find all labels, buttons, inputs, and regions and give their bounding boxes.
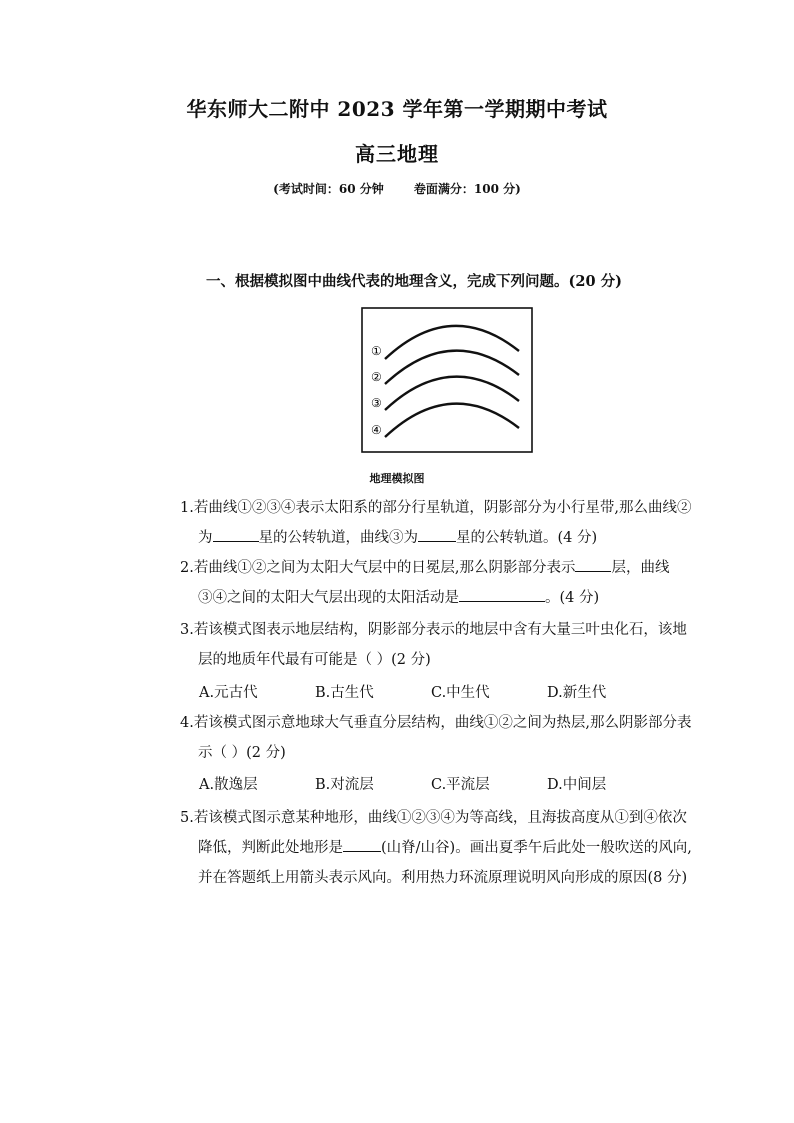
exam-time: (考试时间：60 分钟 <box>273 182 384 196</box>
q1-blank-1[interactable] <box>213 527 259 542</box>
q1-line-1: 1.若曲线①②③④表示太阳系的部分行星轨道，阴影部分为小行星带,那么曲线② <box>180 500 692 516</box>
q3-option-a[interactable]: A.元古代 <box>199 685 258 701</box>
q5-blank-1[interactable] <box>343 837 381 852</box>
q5-line-1: 5.若该模式图示意某种地形，曲线①②③④为等高线，且海拔高度从①到④依次 <box>180 810 687 826</box>
q3-line-2: 层的地质年代最有可能是（ ）(2 分) <box>198 652 431 668</box>
q4-option-a[interactable]: A.散逸层 <box>199 777 258 793</box>
q2-line-1 <box>180 553 669 583</box>
q3-option-d[interactable]: D.新生代 <box>547 685 607 701</box>
exam-subtitle: 高三地理 <box>355 142 439 166</box>
q2-text-b: 层，曲线 <box>611 560 670 576</box>
figure-frame <box>362 308 532 452</box>
q3-options <box>199 681 663 702</box>
q1-text-a: 为 <box>198 530 213 546</box>
geography-model-figure <box>361 307 533 453</box>
q2-blank-2[interactable] <box>459 587 545 602</box>
q1-blank-2[interactable] <box>418 527 456 542</box>
q2-text-c: ③④之间的太阳大气层出现的太阳活动是 <box>198 590 459 606</box>
q5-line-2 <box>180 833 692 863</box>
q4-option-c[interactable]: C.平流层 <box>431 777 490 793</box>
q4-option-b[interactable]: B.对流层 <box>315 777 374 793</box>
curves-diagram <box>361 307 533 453</box>
q4-line-1: 4.若该模式图示意地球大气垂直分层结构，曲线①②之间为热层,那么阴影部分表 <box>180 715 692 731</box>
question-2 <box>180 553 669 613</box>
q1-text-c: 星的公转轨道。(4 分) <box>456 530 598 546</box>
curve-label-1: ① <box>371 344 382 358</box>
q4-options <box>199 773 663 794</box>
curve-label-4: ④ <box>371 423 382 437</box>
q2-blank-1[interactable] <box>575 557 611 572</box>
q3-option-c[interactable]: C.中生代 <box>431 685 490 701</box>
section-heading: 一、根据模拟图中曲线代表的地理含义，完成下列问题。(20 分) <box>206 273 622 290</box>
q5-text-a: 降低，判断此处地形是 <box>198 840 343 856</box>
q2-line-2 <box>180 583 669 613</box>
curve-label-2: ② <box>371 370 382 384</box>
q3-option-b[interactable]: B.古生代 <box>315 685 374 701</box>
curve-label-3: ③ <box>371 396 382 410</box>
question-1 <box>180 493 691 553</box>
question-3 <box>180 615 687 675</box>
figure-caption: 地理模拟图 <box>369 472 425 485</box>
q5-text-b: (山脊/山谷)。画出夏季午后此处一般吹送的风向, <box>381 840 692 856</box>
q1-text-b: 星的公转轨道，曲线③为 <box>258 530 418 546</box>
full-score: 卷面满分：100 分) <box>413 182 521 196</box>
question-4 <box>180 708 691 768</box>
question-5 <box>180 803 692 893</box>
exam-info <box>0 180 794 197</box>
q5-line-3: 并在答题纸上用箭头表示风向。利用热力环流原理说明风向形成的原因(8 分) <box>198 870 688 886</box>
q1-line-2 <box>180 523 691 553</box>
q4-option-d[interactable]: D.中间层 <box>547 777 607 793</box>
exam-title: 华东师大二附中 2023 学年第一学期期中考试 <box>186 97 608 121</box>
q4-line-2: 示（ ）(2 分) <box>198 745 286 761</box>
q3-line-1: 3.若该模式图表示地层结构，阴影部分表示的地层中含有大量三叶虫化石，该地 <box>180 622 687 638</box>
q2-text-a: 2.若曲线①②之间为太阳大气层中的日冕层,那么阴影部分表示 <box>180 560 576 576</box>
q2-text-d: 。(4 分) <box>545 590 600 606</box>
